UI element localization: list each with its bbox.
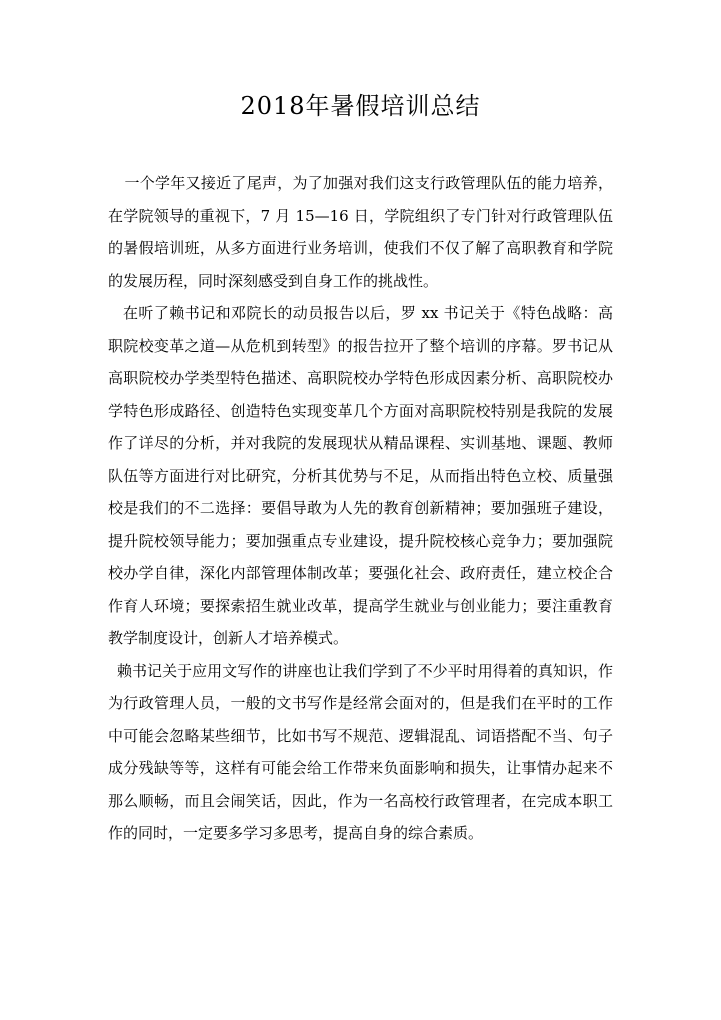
document-title: 2018年暑假培训总结 <box>240 92 481 120</box>
paragraph: 在听了赖书记和邓院长的动员报告以后，罗 xx 书记关于《特色战略：高职院校变革之道—从危机到转型》的报告拉开了整个培训的序幕。罗书记从高职院校办学类型特色描述、高职院校办学特色形成因素分析、高职院校办学特色形成路径、创造特色实现变革几个方面对高职院校特别是我院的发展作了详尽的分析，并对我院的发展现状从精品课程、实训基地、课题、教师队伍等方面进行对比研究，分析其优势与不足，从而指出特色立校、质量强校是我们的不二选择：要倡导敢为人先的教育创新精神；要加强班子建设，提升院校领导能力；要加强重点专业建设，提升院校核心竞争力；要加强院校办学自律，深化内部管理体制改革；要强化社会、政府责任，建立校企合作育人环境；要探索招生就业改革，提高学生就业与创业能力；要注重教育教学制度设计，创新人才培养模式。 <box>108 304 613 647</box>
paragraph: 赖书记关于应用文写作的讲座也让我们学到了不少平时用得着的真知识，作为行政管理人员，一般的文书写作是经常会面对的，但是我们在平时的工作中可能会忽略某些细节，比如书写不规范、逻辑混乱、词语搭配不当、句子成分残缺等等，这样有可能会给工作带来负面影响和损失，让事情办起来不那么顺畅，而且会闹笑话，因此，作为一名高校行政管理者，在完成本职工作的同时，一定要多学习多思考，提高自身的综合素质。 <box>108 661 613 842</box>
paragraph: 一个学年又接近了尾声，为了加强对我们这支行政管理队伍的能力培养，在学院领导的重视下，7 月 15—16 日，学院组织了专门针对行政管理队伍的暑假培训班，从多方面进行业务培训，使我们不仅了解了高职教育和学院的发展历程，同时深刻感受到自身工作的挑战性。 <box>108 174 613 290</box>
document-body <box>108 167 613 850</box>
